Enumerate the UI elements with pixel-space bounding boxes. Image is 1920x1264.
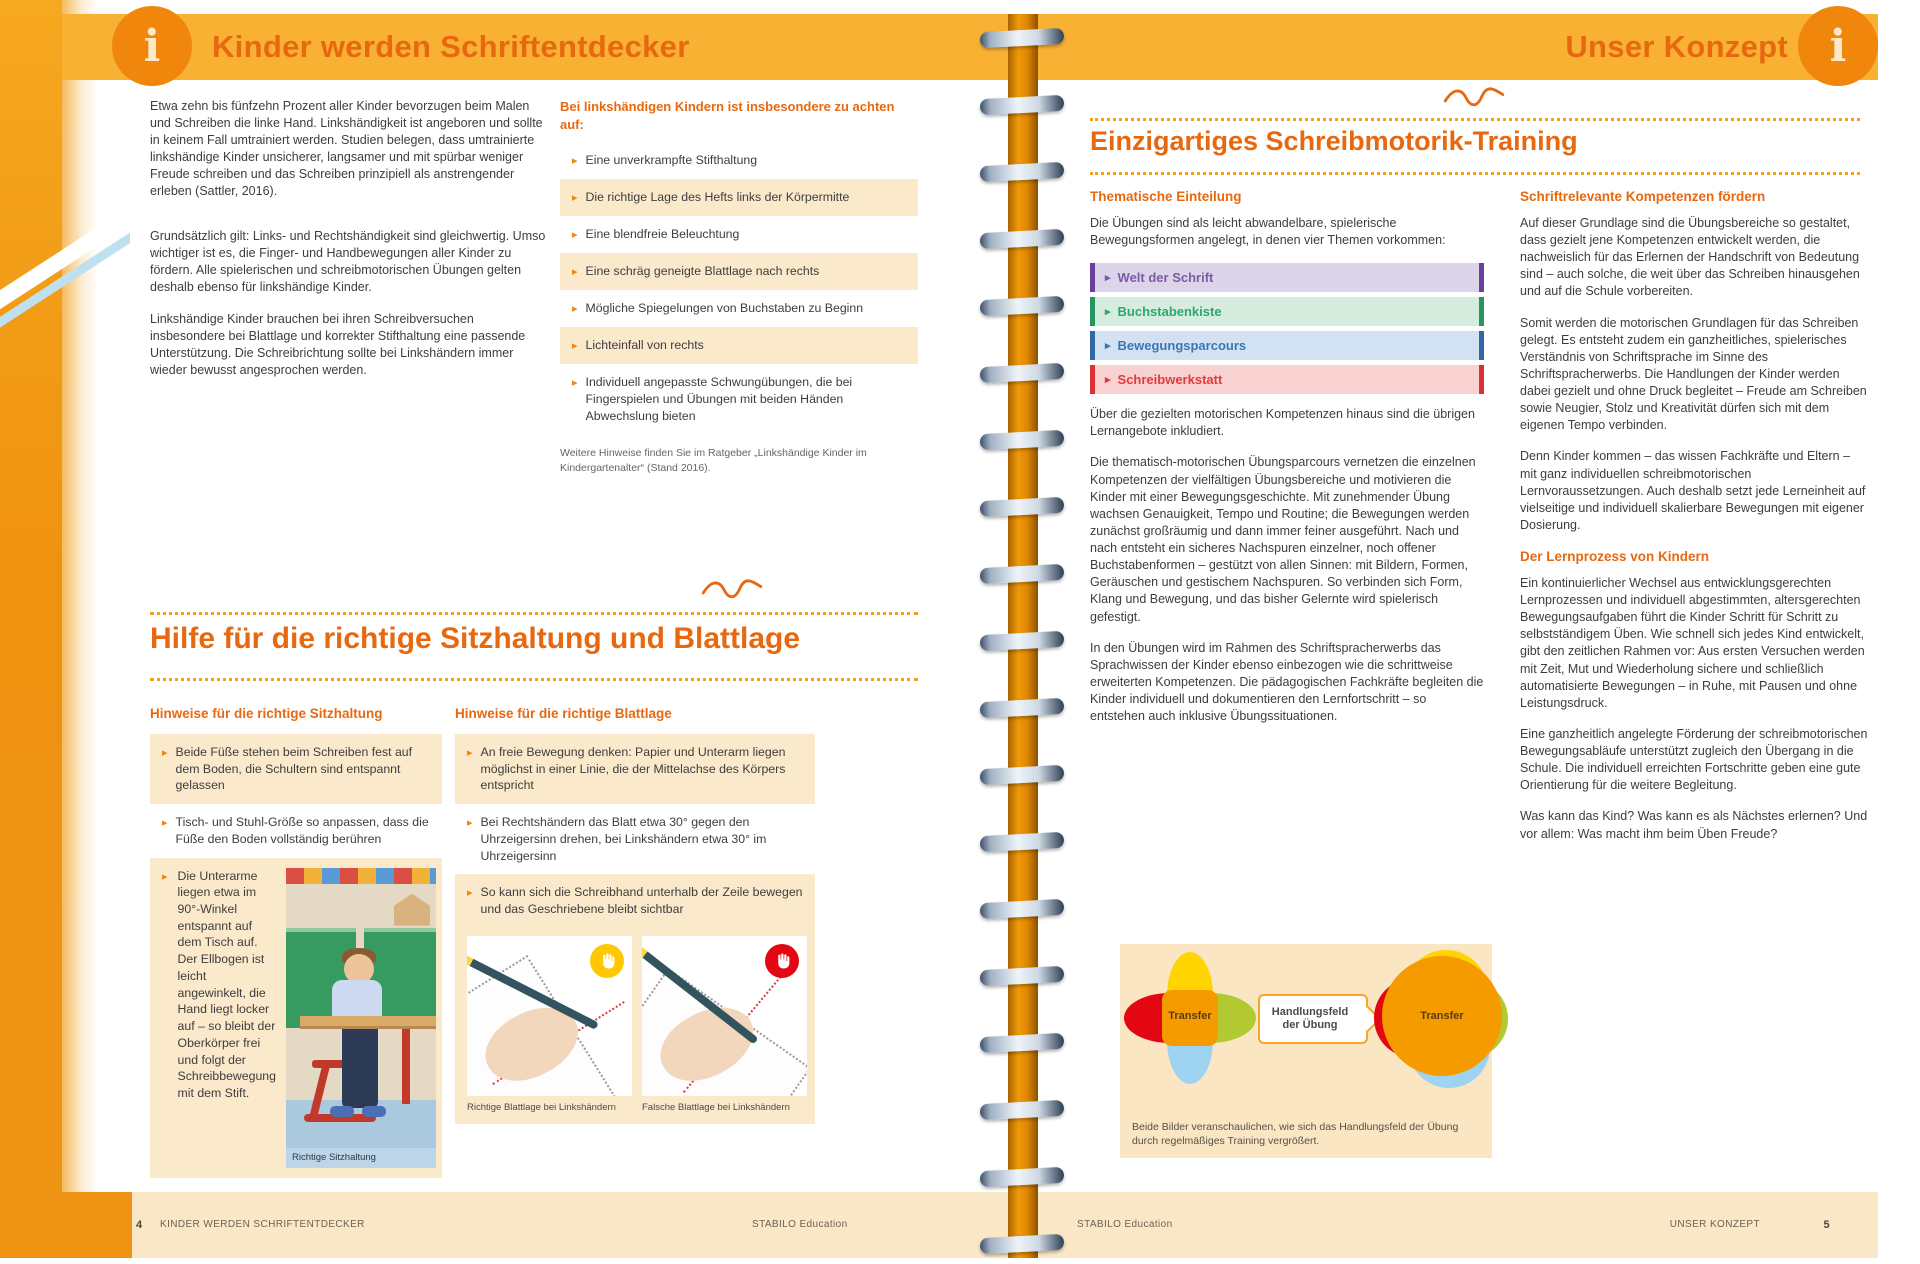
spiral-coil: [980, 698, 1065, 718]
lefthand-tip-list: [560, 142, 918, 434]
spiral-coil: [980, 296, 1065, 316]
arrow-bullet-icon: ▸: [572, 192, 578, 205]
tip-row: [560, 364, 918, 434]
spiral-coil: [980, 497, 1065, 517]
photo-shape: [300, 1016, 436, 1026]
sitting-child-photo: [286, 868, 436, 1168]
right-footer-brand: STABILO Education: [1077, 1219, 1173, 1230]
thematische-after: Über die gezielten motorischen Kompetenzen hinaus sind die übrigen Lernangebote inkludiert.: [1090, 407, 1475, 439]
kompetenzen-paragraphs: [1520, 215, 1870, 534]
venn-circle-figure: [1374, 950, 1510, 1086]
page-curl-gradient: [62, 0, 98, 1258]
right-page-number: 5: [1823, 1219, 1830, 1231]
paragraph: Eine ganzheitlich angelegte Förderung der schreibmotorischen Bewegungsabläufe unterstützt zugleich den Übergang in die Schule. Die individuell erreichten Fortschritte geben eine gute Orientierung für die weitere Begleitung.: [1520, 726, 1868, 793]
left-footer-brand: STABILO Education: [752, 1219, 848, 1230]
theme-row: [1090, 297, 1484, 326]
photo-caption: Richtige Sitzhaltung: [286, 1148, 436, 1168]
footer-corner-block: [0, 1192, 132, 1258]
tip-row: [150, 804, 442, 857]
tip-text: Tisch- und Stuhl-Größe so anpassen, dass die Füße den Boden vollständig berühren: [175, 815, 429, 846]
blattlage-box: [455, 734, 815, 1124]
handlungsfeld-diagram: [1120, 944, 1492, 1158]
tip-text: Lichteinfall von rechts: [585, 338, 704, 353]
stop-hand-icon: [765, 944, 799, 978]
theme-row: [1090, 331, 1484, 360]
section-title: Hilfe für die richtige Sitzhaltung und Blattlage: [150, 622, 801, 655]
cover-swoosh-decoration: [0, 198, 130, 328]
theme-list: [1090, 263, 1484, 394]
paragraph: Die thematisch-motorischen Übungsparcours vernetzen die einzelnen Kompetenzen der vielfältigen Übungsbereiche und motivieren die Kinder mit einer Bewegungsgeschichte. Mit zunehmender Übung wachsen Genauigkeit, Tempo und Routine; die Bewegungen werden zunächst großräumig und dann immer feiner ausgeführt. Nach und nach entsteht ein sicheres Nachspuren einzelner, noch offener Buchstabenformen – gestützt von allen Sinnen: mit Bildern, Formen, Geräuschen und gestischem Nachspuren. So verbinden sich Form, Klang und Bewegung, und das bisher Gelernte wird spielerisch gefestigt.: [1090, 455, 1476, 624]
tip-text: Die Unterarme liegen etwa im 90°-Winkel entspannt auf dem Tisch auf. Der Ellbogen ist leicht angewinkelt, die Hand liegt locker auf – so bleibt der Oberkörper frei und folgt der Schreibbewegung mit dem Stift.: [177, 868, 276, 1100]
info-icon: [112, 6, 192, 86]
arrow-bullet-icon: ▸: [572, 340, 578, 353]
photo-shape: [402, 1026, 410, 1104]
tip-text: Eine blendfreie Beleuchtung: [585, 227, 740, 242]
tip-row: [560, 253, 918, 290]
dotted-divider: [150, 612, 918, 615]
lernprozess-paragraphs: [1520, 575, 1870, 843]
theme-row: [1090, 263, 1484, 292]
blattlage-figures: [467, 936, 803, 1114]
info-icon-letter: i: [1829, 20, 1847, 72]
photo-shape: [286, 868, 436, 884]
arrow-bullet-icon: ▸: [572, 229, 578, 242]
tip-row: [560, 327, 918, 364]
tip-text: So kann sich die Schreibhand unterhalb der Zeile bewegen und das Geschriebene bleibt sichtbar: [480, 885, 803, 917]
arrow-bullet-icon: ▸: [162, 747, 168, 759]
paragraph: Ein kontinuierlicher Wechsel aus entwicklungsgerechten Lernprozessen und individuell abgestimmten, altersgerechten Bewegungsaufgaben führt die Kinder Schritt für Schritt zu selbstständigem Üben. Wie schnell sich jedes Kind entwickelt, gibt den zeitlichen Rahmen vor: Aus ersten Versuchen werden mit Zeit, Mut und Wiederholung sichere und schließlich automatisierte Bewegungen – in Ruhe, mit Pausen und ohne Leistungsdruck.: [1520, 575, 1865, 710]
right-footer-label: UNSER KONZEPT: [1669, 1219, 1760, 1230]
tip-text: Individuell angepasste Schwungübungen, die bei Fingerspielen und Übungen mit beiden Händen Abwechslung bieten: [585, 375, 853, 423]
arrow-bullet-icon: ▸: [1105, 272, 1111, 285]
arrow-bullet-icon: ▸: [1105, 306, 1111, 319]
arrow-bullet-icon: ▸: [572, 303, 578, 316]
tip-row: [150, 734, 442, 804]
sitzhaltung-heading: Hinweise für die richtige Sitzhaltung: [150, 706, 383, 721]
arrow-bullet-icon: ▸: [467, 887, 473, 900]
paragraph: Etwa zehn bis fünfzehn Prozent aller Kinder bevorzugen beim Malen und Schreiben die linke Hand. Linkshändigkeit ist angeboren und sollte in keinem Fall umtrainiert werden. Studien belegen, dass umtrainierte linkshändige Kinder unsicherer, langsamer und mit spürbar weniger Freude schreiben und das Schreiben prinzipiell als anstrengender erleben (Sattler, 2016).: [150, 99, 543, 198]
pen-squiggle-icon: [1442, 84, 1506, 110]
left-page-number: 4: [136, 1219, 143, 1231]
lefthand-note: Weitere Hinweise finden Sie im Ratgeber „Linkshändige Kinder im Kindergartenalter“ (Stand 2016).: [560, 447, 867, 475]
dotted-divider: [1090, 172, 1860, 175]
spiral-coil: [980, 95, 1065, 115]
venn-flower-figure: [1124, 952, 1256, 1084]
figure-wrong: [642, 936, 807, 1114]
photo-shape: [342, 1024, 378, 1108]
paragraph: Somit werden die motorischen Grundlagen für das Schreiben gelegt. Es entsteht zudem ein ganzheitliches, spielerisches Verständnis von Schriftsprache im Sinne des Schriftspracherwerbs. Die Handlungen der Kinder werden dabei gezielt und ohne Druck begleitet – Freude am Schreiben sowie Neugier, Stolz und Kreativität dürfen sich mit dem eigenen Tempo verbinden.: [1520, 315, 1867, 433]
photo-shape: [330, 1106, 354, 1117]
venn-left-label: Transfer: [1168, 1010, 1212, 1022]
diagram-caption: Beide Bilder veranschaulichen, wie sich das Handlungsfeld der Übung durch regelmäßiges Training vergrößert.: [1132, 1120, 1459, 1147]
lefthand-tip-column: [560, 98, 918, 477]
dotted-divider: [150, 678, 918, 681]
theme-row: [1090, 365, 1484, 394]
left-page-title: Kinder werden Schriftentdecker: [212, 29, 690, 64]
thematische-column: [1090, 188, 1484, 739]
tip-row: [560, 179, 918, 216]
kompetenzen-heading: Schriftrelevante Kompetenzen fördern: [1520, 189, 1766, 204]
tip-text: Bei Rechtshändern das Blatt etwa 30° gegen den Uhrzeigersinn drehen, bei Linkshändern etwa 30° im Uhrzeigersinn: [480, 815, 767, 863]
spiral-coil: [980, 229, 1065, 249]
spiral-coil: [980, 1100, 1065, 1120]
arrow-bullet-icon: ▸: [467, 817, 473, 830]
theme-label: Buchstabenkiste: [1117, 304, 1222, 320]
figure-correct: [467, 936, 632, 1114]
tip-row: [455, 874, 815, 1124]
arrow-bullet-icon: ▸: [1105, 374, 1111, 387]
tip-row: [560, 142, 918, 179]
venn-right-label: Transfer: [1420, 1010, 1464, 1022]
theme-label: Schreibwerkstatt: [1117, 372, 1223, 388]
paragraph: Linkshändige Kinder brauchen bei ihren Schreibversuchen insbesondere bei Blattlage und korrekter Stifthaltung eine passende Unterstützung. Die Schreibrichtung sollte bei Linkshändern immer wieder bewusst angesprochen werden.: [150, 312, 526, 377]
lefthand-box-heading: Bei linkshändigen Kindern ist insbesondere zu achten auf:: [560, 99, 895, 133]
paragraph: In den Übungen wird im Rahmen des Schriftspracherwerbs das Sprachwissen der Kinder ebenso einbezogen wie die schrittweise erweiterten Kompetenzen. Die pädagogischen Fachkräfte begleiten die Kinder individuell und dokumentieren den Lernfortschritt – so entstehen auch inklusive Übungssituationen.: [1090, 640, 1484, 724]
arrow-bullet-icon: ▸: [162, 817, 168, 830]
theme-label: Welt der Schrift: [1117, 270, 1214, 286]
tip-row: [560, 290, 918, 327]
tip-text: Die richtige Lage des Hefts links der Körpermitte: [585, 190, 850, 205]
arrow-label-box: Handlungsfeld der Übung: [1258, 994, 1368, 1044]
paragraph: Auf dieser Grundlage sind die Übungsbereiche so gestaltet, dass gezielt jene Kompetenzen entwickelt werden, die nachweislich für das Erlernen der Handschrift von Bedeutung sind – auch solche, die weit über das Schreiben hinausgehen und auf die Schule vorbereiten.: [1520, 215, 1860, 299]
main-heading: Einzigartiges Schreibmotorik-Training: [1090, 126, 1578, 156]
paragraph: Was kann das Kind? Was kann es als Nächstes erlernen? Und vor allem: Was macht ihm beim Üben Freude?: [1520, 809, 1868, 841]
tip-text: Beide Füße stehen beim Schreiben fest auf dem Boden, die Schultern sind entspannt gelassen: [175, 745, 413, 793]
arrow-bullet-icon: ▸: [162, 870, 168, 883]
writing-hand-illustration: [467, 936, 632, 1096]
lernprozess-heading: Der Lernprozess von Kindern: [1520, 549, 1710, 565]
spiral-coil: [980, 1033, 1065, 1053]
tip-row: [455, 804, 815, 874]
writing-hand-illustration: [642, 936, 807, 1096]
arrow-bullet-icon: ▸: [572, 155, 578, 168]
arrow-bullet-icon: ▸: [467, 747, 473, 759]
paragraph: Grundsätzlich gilt: Links- und Rechtshändigkeit sind gleichwertig. Umso wichtiger ist es, die Finger- und Handbewegungen aller Kinder zu fördern. Alle spielerischen und schreibmotorischen Übungen gelten deshalb ebenso für linkshändige Kinder.: [150, 229, 546, 294]
info-icon-letter: i: [143, 20, 161, 72]
spiral-coil: [980, 564, 1065, 584]
venn-figures: [1120, 944, 1492, 1094]
pen-squiggle-icon: [700, 576, 764, 602]
photo-shape: [394, 894, 430, 926]
spiral-coil: [980, 966, 1065, 986]
thematische-intro: Die Übungen sind als leicht abwandelbare, spielerische Bewegungsformen angelegt, in denen vier Themen vorkommen:: [1090, 215, 1446, 248]
tip-text: An freie Bewegung denken: Papier und Unterarm liegen möglichst in einer Linie, die der Mittelachse des Körpers entspricht: [480, 745, 786, 793]
theme-label: Bewegungsparcours: [1117, 338, 1247, 354]
figure-caption: Richtige Blattlage bei Linkshändern: [467, 1101, 616, 1113]
dotted-divider: [1090, 118, 1860, 121]
spiral-coil: [980, 832, 1065, 852]
tip-row: [455, 734, 815, 804]
right-page-title: Unser Konzept: [1565, 29, 1788, 64]
arrow-bullet-icon: ▸: [572, 377, 578, 390]
tip-row: [560, 216, 918, 253]
tip-text: Eine unverkrampfte Stifthaltung: [585, 153, 758, 168]
spiral-coil: [980, 1167, 1065, 1187]
tip-text: Mögliche Spiegelungen von Buchstaben zu Beginn: [585, 301, 864, 316]
paragraph: Denn Kinder kommen – das wissen Fachkräfte und Eltern – mit ganz individuellen schreibmotorischen Lernvoraussetzungen. Auch deshalb setzt jede Lerneinheit auf vielseitige und individuell skalierbare Bewegungen mit eigener Dosierung.: [1520, 449, 1866, 532]
lefthand-intro-text: [150, 98, 550, 394]
figure-caption: Falsche Blattlage bei Linkshändern: [642, 1101, 790, 1113]
ok-hand-icon: [590, 944, 624, 978]
arrow-bullet-icon: ▸: [572, 266, 578, 279]
info-icon: [1798, 6, 1878, 86]
thematische-heading: Thematische Einteilung: [1090, 189, 1242, 204]
left-footer-label: KINDER WERDEN SCHRIFTENTDECKER: [160, 1219, 365, 1230]
sitzhaltung-box: [150, 734, 442, 1178]
spiral-coil: [980, 631, 1065, 651]
spiral-coil: [980, 430, 1065, 450]
cover-edge-strip: [0, 0, 62, 1258]
kompetenzen-column: [1520, 188, 1870, 857]
blattlage-heading: Hinweise für die richtige Blattlage: [455, 706, 672, 721]
spiral-coil: [980, 765, 1065, 785]
photo-shape: [362, 1106, 386, 1117]
arrow-bullet-icon: ▸: [1105, 340, 1111, 353]
spiral-coil: [980, 899, 1065, 919]
spiral-coil: [980, 363, 1065, 383]
tip-text: Eine schräg geneigte Blattlage nach rechts: [585, 264, 820, 279]
thematische-paragraphs: [1090, 454, 1484, 725]
tip-row: [150, 858, 442, 1178]
spiral-coil: [980, 162, 1065, 182]
